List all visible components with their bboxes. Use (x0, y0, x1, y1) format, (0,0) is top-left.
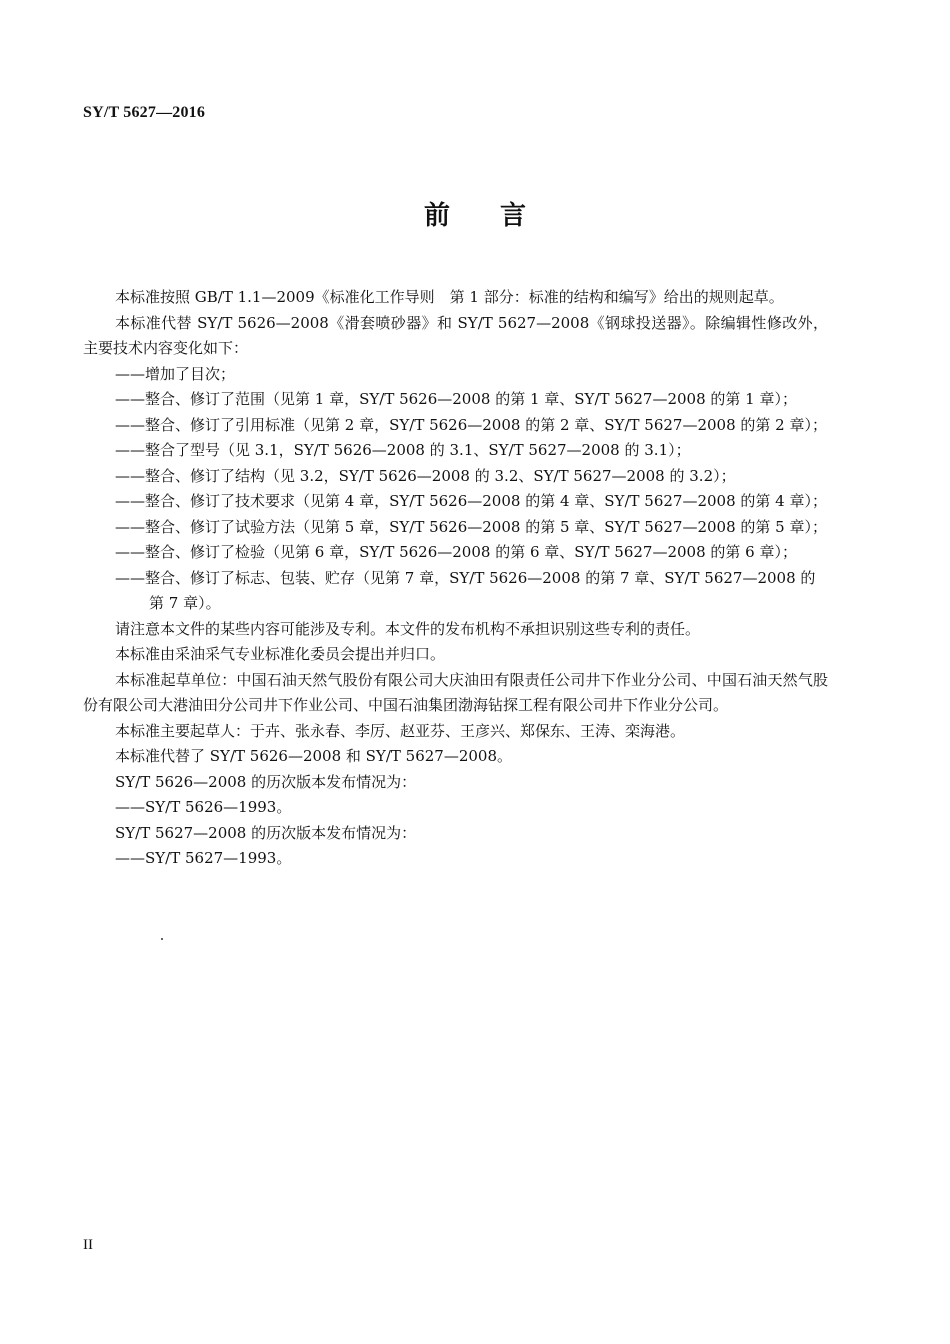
change-item: ——整合、修订了结构（见 3.2，SY/T 5626—2008 的 3.2、SY/T 5627—2008 的 3.2）； (115, 466, 736, 485)
replaced-standards: 本标准代替了 SY/T 5626—2008 和 SY/T 5627—2008。 (115, 747, 513, 765)
history-heading-5626: SY/T 5626—2008 的历次版本发布情况为： (115, 772, 417, 791)
change-item: ——整合、修订了范围（见第 1 章，SY/T 5626—2008 的第 1 章、SY/T 5627—2008 的第 1 章）； (115, 390, 797, 408)
change-item: ——增加了目次； (115, 364, 236, 383)
foreword-body (83, 285, 828, 872)
drafting-rules-paragraph: 本标准按照 GB/T 1.1—2009《标准化工作导则 第 1 部分：标准的结构和编写》给出的规则起草。 (115, 288, 784, 306)
patent-notice: 请注意本文件的某些内容可能涉及专利。本文件的发布机构不承担识别这些专利的责任。 (115, 619, 701, 638)
change-item: ——整合、修订了技术要求（见第 4 章，SY/T 5626—2008 的第 4 章、SY/T 5627—2008 的第 4 章）； (115, 492, 827, 510)
drafting-units: 本标准起草单位：中国石油天然气股份有限公司大庆油田有限责任公司井下作业分公司、中国石油天然气股份有限公司大港油田分公司井下作业公司、中国石油集团渤海钻探工程有限公司井下作业分公司。 (83, 670, 828, 714)
change-item: ——整合了型号（见 3.1，SY/T 5626—2008 的 3.1、SY/T 5627—2008 的 3.1）； (115, 441, 691, 459)
scan-speck (161, 938, 163, 940)
change-item: ——整合、修订了检验（见第 6 章，SY/T 5626—2008 的第 6 章、SY/T 5627—2008 的第 6 章）； (115, 543, 797, 561)
standard-code-header: SY/T 5627—2016 (83, 104, 206, 121)
history-item-5627: ——SY/T 5627—1993。 (115, 849, 292, 867)
change-item: ——整合、修订了试验方法（见第 5 章，SY/T 5626—2008 的第 5 章、SY/T 5627—2008 的第 5 章）； (115, 517, 827, 536)
main-drafters: 本标准主要起草人：于卉、张永春、李厉、赵亚芬、王彦兴、郑保东、王涛、栾海港。 (115, 721, 686, 740)
history-heading-5627: SY/T 5627—2008 的历次版本发布情况为： (115, 823, 417, 842)
change-item: ——整合、修订了引用标准（见第 2 章，SY/T 5626—2008 的第 2 章、SY/T 5627—2008 的第 2 章）； (115, 415, 827, 434)
history-item-5626: ——SY/T 5626—1993。 (115, 798, 292, 816)
proposer-statement: 本标准由采油采气专业标准化委员会提出并归口。 (115, 645, 446, 663)
replacement-paragraph: 本标准代替 SY/T 5626—2008《滑套喷砂器》和 SY/T 5627—2008《钢球投送器》。除编辑性修改外，主要技术内容变化如下： (83, 313, 828, 357)
change-item: ——整合、修订了标志、包装、贮存（见第 7 章，SY/T 5626—2008 的第 7 章、SY/T 5627—2008 的第 7 章）。 (115, 568, 816, 612)
page-number: II (83, 1237, 93, 1253)
page-title: 前言 (423, 201, 576, 231)
